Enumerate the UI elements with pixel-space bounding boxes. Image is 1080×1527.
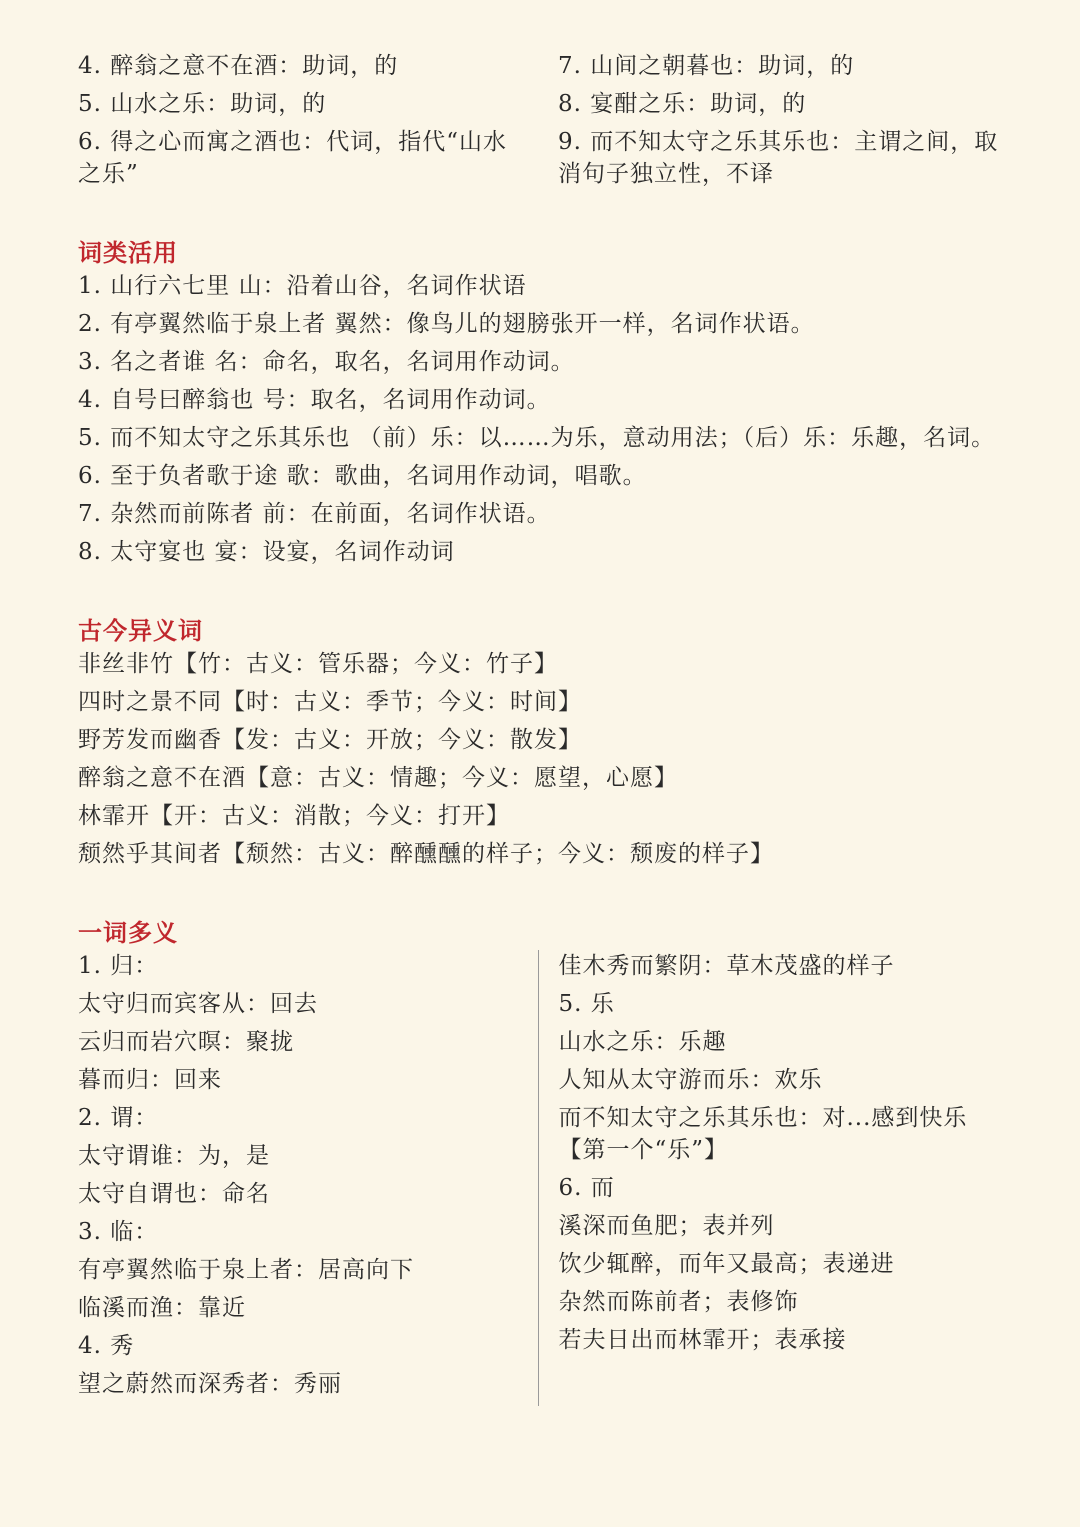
list-item: 5. 而不知太守之乐其乐也 （前）乐：以……为乐，意动用法；（后）乐：乐趣，名词。 <box>78 425 996 451</box>
yi-ci-duo-yi-section <box>78 916 1008 1406</box>
yi-ci-duo-yi-columns <box>78 950 1008 1406</box>
zhi-usage-item: 4. 醉翁之意不在酒：助词，的 <box>78 53 399 79</box>
zhi-usage-section <box>78 50 1008 196</box>
list-item: 饮少辄醉，而年又最高；表递进 <box>558 1251 895 1277</box>
zhi-usage-item: 8. 宴酣之乐：助词，的 <box>558 91 807 117</box>
list-item: 颓然乎其间者【颓然：古义：醉醺醺的样子；今义：颓废的样子】 <box>78 841 774 867</box>
list-item: 佳木秀而繁阴：草木茂盛的样子 <box>558 953 895 979</box>
list-item: 2. 谓： <box>78 1105 159 1131</box>
section-title-gu-jin-yi-yi: 古今异义词 <box>78 616 203 645</box>
list-item: 1. 山行六七里 山：沿着山谷，名词作状语 <box>78 273 527 299</box>
list-item: 4. 自号曰醉翁也 号：取名，名词用作动词。 <box>78 387 551 413</box>
zhi-usage-left-column <box>78 50 538 196</box>
document-page <box>78 50 1008 1406</box>
list-item: 4. 秀 <box>78 1333 135 1359</box>
zhi-usage-item: 5. 山水之乐：助词，的 <box>78 91 327 117</box>
list-item: 太守归而宾客从：回去 <box>78 991 318 1017</box>
list-item: 太守自谓也：命名 <box>78 1181 270 1207</box>
list-item: 2. 有亭翼然临于泉上者 翼然：像鸟儿的翅膀张开一样，名词作状语。 <box>78 311 815 337</box>
list-item: 1. 归： <box>78 953 159 979</box>
ci-lei-huo-yong-list <box>78 270 1008 568</box>
zhi-usage-item: 7. 山间之朝暮也：助词，的 <box>558 53 855 79</box>
yi-ci-duo-yi-right-column <box>539 950 1009 1406</box>
list-item: 5. 乐 <box>558 991 615 1017</box>
list-item: 8. 太守宴也 宴：设宴，名词作动词 <box>78 539 455 565</box>
zhi-usage-right-column <box>538 50 1008 196</box>
ci-lei-huo-yong-section <box>78 236 1008 568</box>
list-item: 四时之景不同【时：古义：季节；今义：时间】 <box>78 689 582 715</box>
list-item: 暮而归：回来 <box>78 1067 222 1093</box>
list-item: 3. 临： <box>78 1219 159 1245</box>
list-item: 而不知太守之乐其乐也：对...感到快乐【第一个“乐”】 <box>558 1105 968 1163</box>
list-item: 3. 名之者谁 名：命名，取名，名词用作动词。 <box>78 349 575 375</box>
gu-jin-yi-yi-section <box>78 614 1008 870</box>
list-item: 有亭翼然临于泉上者：居高向下 <box>78 1257 414 1283</box>
list-item: 林霏开【开：古义：消散；今义：打开】 <box>78 803 510 829</box>
list-item: 云归而岩穴暝：聚拢 <box>78 1029 294 1055</box>
list-item: 非丝非竹【竹：古义：管乐器；今义：竹子】 <box>78 651 558 677</box>
list-item: 人知从太守游而乐：欢乐 <box>558 1067 823 1093</box>
list-item: 7. 杂然而前陈者 前：在前面，名词作状语。 <box>78 501 551 527</box>
list-item: 6. 至于负者歌于途 歌：歌曲，名词用作动词，唱歌。 <box>78 463 647 489</box>
list-item: 6. 而 <box>558 1175 615 1201</box>
list-item: 杂然而陈前者；表修饰 <box>558 1289 799 1315</box>
zhi-usage-item: 9. 而不知太守之乐其乐也：主谓之间，取消句子独立性，不译 <box>558 129 999 187</box>
list-item: 望之蔚然而深秀者：秀丽 <box>78 1371 342 1397</box>
list-item: 山水之乐：乐趣 <box>558 1029 727 1055</box>
zhi-usage-item: 6. 得之心而寓之酒也：代词，指代“山水之乐” <box>78 129 508 187</box>
list-item: 醉翁之意不在酒【意：古义：情趣；今义：愿望，心愿】 <box>78 765 678 791</box>
yi-ci-duo-yi-left-column <box>78 950 539 1406</box>
list-item: 野芳发而幽香【发：古义：开放；今义：散发】 <box>78 727 582 753</box>
list-item: 太守谓谁：为，是 <box>78 1143 270 1169</box>
section-title-yi-ci-duo-yi: 一词多义 <box>78 918 178 947</box>
list-item: 若夫日出而林霏开；表承接 <box>558 1327 847 1353</box>
gu-jin-yi-yi-list <box>78 648 1008 870</box>
list-item: 溪深而鱼肥；表并列 <box>558 1213 775 1239</box>
list-item: 临溪而渔：靠近 <box>78 1295 246 1321</box>
section-title-ci-lei-huo-yong: 词类活用 <box>78 238 178 267</box>
